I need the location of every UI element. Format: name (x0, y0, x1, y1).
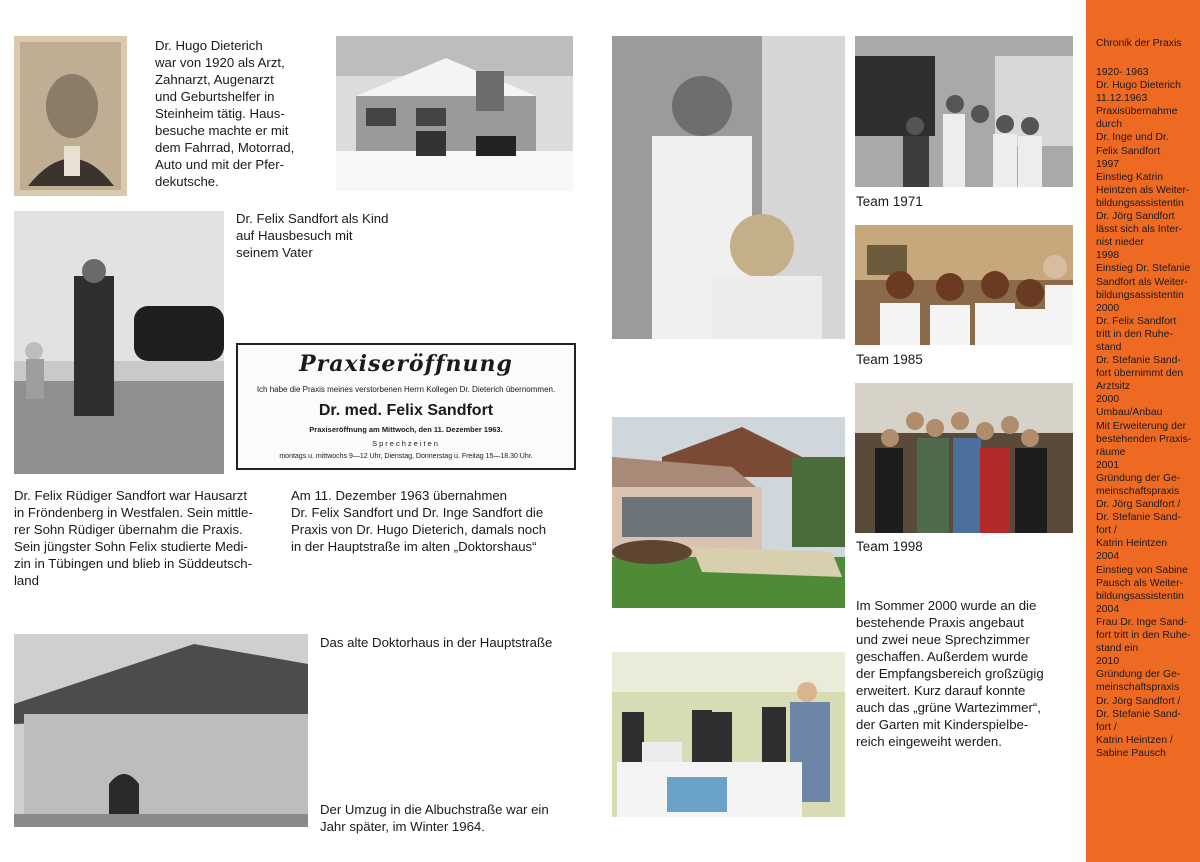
advert-title: Praxiseröffnung (299, 351, 513, 377)
dieterich-text: Dr. Hugo Dieterich war von 1920 als Arzt, Zahnarzt, Augenarzt und Geburtshelfer in Steinheim tätig. Haus- besuche machte er mit dem Fahrrad, Motorrad, Auto und mit der Pfer- dekutsche. (155, 38, 295, 189)
old-house-caption: Das alte Doktorhaus in der Hauptstraße (320, 635, 553, 650)
advert-doctor-name: Dr. med. Felix Sandfort (318, 402, 494, 419)
doctor-couple-photo (612, 36, 845, 339)
team-1971-photo (855, 36, 1073, 187)
winter-house-photo (336, 36, 573, 191)
extension-text: Im Sommer 2000 wurde an die bestehende Praxis angebaut und zwei neue Sprechzimmer geschaffen. Außerdem wurde der Empfangsbereich großzügig erweitert. Kurz darauf konnte auch das „grüne Wartezimmer“, der Garten mit Kinderspielbe- reich eingeweiht werden. (856, 598, 1044, 749)
chronicle-title: Chronik der Praxis (1096, 38, 1182, 49)
chronicle-entry: 2001 Gründung der Ge- meinschaftspraxis Dr. Jörg Sandfort / Dr. Stefanie Sand- fort / Katrin Heintzen (1096, 459, 1181, 550)
team-1985-photo (855, 225, 1073, 345)
team-1998-photo (855, 383, 1073, 533)
takeover-text: Am 11. Dezember 1963 übernahmen Dr. Felix Sandfort und Dr. Inge Sandfort die Praxis von Dr. Hugo Dieterich, damals noch in der Hauptstraße im alten „Doktorshaus“ (291, 488, 547, 554)
chronicle-sidebar (1086, 0, 1200, 862)
father-text: Dr. Felix Rüdiger Sandfort war Hausarzt in Fröndenberg in Westfalen. Sein mittle- rer Sohn Rüdiger übernahm die Praxis. Sein jüngster Sohn Felix studierte Medi- zin in Tübingen und blieb in Süddeutsch- land (14, 488, 253, 588)
advert-line: Praxiseröffnung am Mittwoch, den 11. Dezember 1963. (309, 425, 503, 434)
chronicle-entry: 2004 Einstieg von Sabine Pausch als Weiter- bildungsassistentin (1096, 551, 1188, 602)
reception-opening-photo (612, 652, 845, 817)
move-text: Der Umzug in die Albuchstraße war ein Jahr später, im Winter 1964. (320, 802, 549, 834)
chronicle-entry: 1997 Einstieg Katrin Heintzen als Weiter- bildungsassistentin Dr. Jörg Sandfort lässt sich als Inter- nist nieder (1096, 158, 1190, 249)
chronicle-entry: 2000 Umbau/Anbau Mit Erweiterung der bestehenden Praxis- räume (1096, 394, 1192, 458)
team-1971-caption: Team 1971 (856, 194, 923, 209)
chronicle-entry: 11.12.1963 Praxisübernahme durch Dr. Inge und Dr. Felix Sandfort (1096, 93, 1178, 157)
chronicle-entry: 2000 Dr. Felix Sandfort tritt in den Ruhe- stand Dr. Stefanie Sand- fort übernimmt den Arztsitz (1096, 302, 1184, 393)
advert-line: Sprechzeiten (372, 439, 440, 448)
portrait-dieterich-photo (14, 36, 127, 196)
chronicle-entry: 2004 Frau Dr. Inge Sand- fort tritt in den Ruhe- stand ein (1096, 603, 1191, 655)
team-1998-caption: Team 1998 (856, 539, 923, 554)
advert-line: montags u. mittwochs 9—12 Uhr, Dienstag, Donnerstag u. Freitag 15—18.30 Uhr. (279, 453, 533, 460)
child-visit-text: Dr. Felix Sandfort als Kind auf Hausbesuch mit seinem Vater (236, 211, 389, 260)
chronicle-entry: 1920- 1963 Dr. Hugo Dieterich (1096, 67, 1181, 92)
chronicle-entry: 1998 Einstieg Dr. Stefanie Sandfort als Weiter- bildungsassistentin (1096, 250, 1191, 301)
old-doctor-house-photo (14, 634, 308, 827)
team-1985-caption: Team 1985 (856, 352, 923, 367)
advert-line: Ich habe die Praxis meines verstorbenen Herrn Kollegen Dr. Dieterich übernommen. (256, 385, 556, 394)
chronicle-list (1096, 66, 1198, 760)
chronicle-entry: 2010 Gründung der Ge- meinschaftspraxis Dr. Jörg Sandfort / Dr. Stefanie Sand- fort / Katrin Heintzen / Sabine Pausch (1096, 656, 1181, 759)
practice-opening-advert (236, 343, 576, 470)
father-with-child-photo (14, 211, 224, 474)
construction-photo (612, 417, 845, 608)
